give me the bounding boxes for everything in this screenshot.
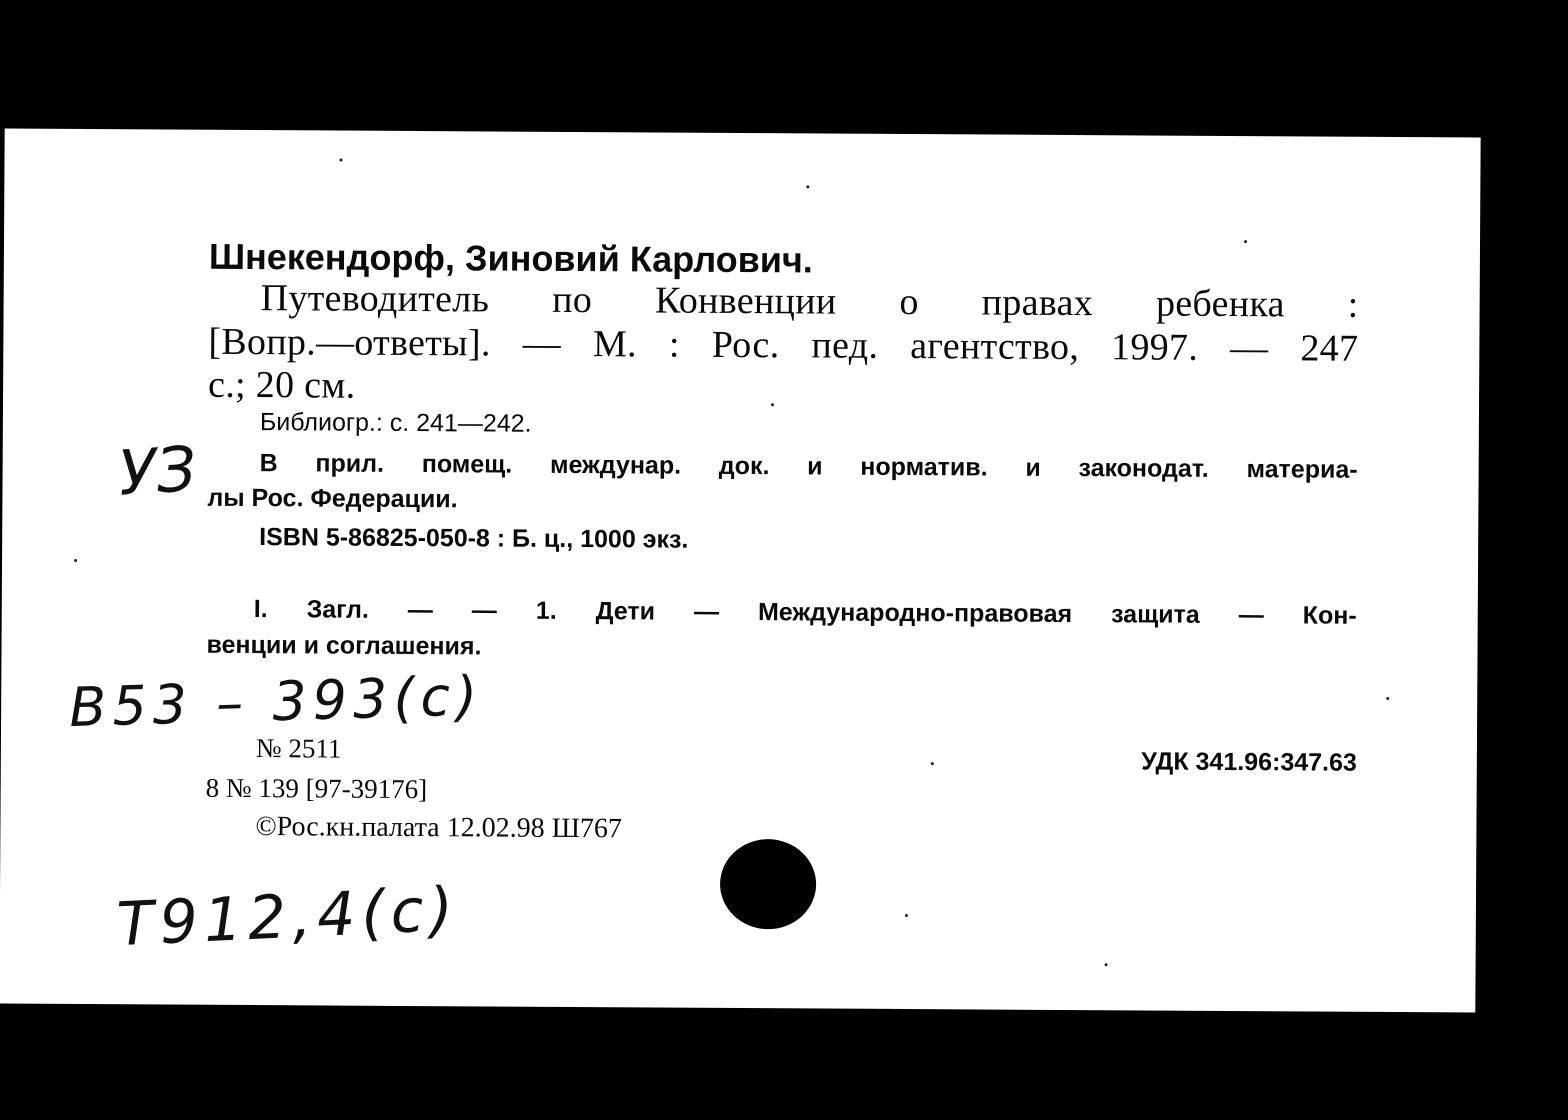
record-number: 8 № 139 [97-39176]: [205, 772, 428, 805]
speck: [74, 559, 77, 562]
punch-hole: [720, 839, 817, 930]
subject-word: —: [407, 595, 433, 625]
title-line-3: с.; 20 см.: [207, 363, 356, 407]
title-word: Рос.: [711, 323, 780, 367]
appendix-word: и: [807, 452, 823, 481]
subject-word: защита: [1111, 600, 1200, 629]
appendix-word: законодат.: [1078, 454, 1209, 483]
title-word: по: [552, 278, 593, 322]
author-heading: Шнекендорф, Зиновий Карлович.: [208, 235, 813, 281]
title-word: ребенка: [1155, 282, 1285, 326]
title-word: 247: [1300, 327, 1359, 370]
subjects-line-1: [254, 595, 1357, 631]
speck: [771, 403, 774, 406]
isbn-line: ISBN 5-86825-050-8 : Б. ц., 1000 экз.: [259, 523, 689, 554]
title-line-1: [261, 276, 1359, 327]
title-word: Конвенции: [654, 279, 837, 323]
speck: [806, 185, 809, 188]
subject-word: Международно-правовая: [757, 598, 1073, 629]
title-word: :: [668, 323, 680, 366]
handwritten-classification-mark: Т912,4(с): [115, 874, 461, 961]
subject-word: Кон-: [1302, 601, 1357, 630]
title-word: агентство,: [910, 325, 1080, 369]
speck: [1386, 697, 1389, 700]
udk-code: УДК 341.96:347.63: [1141, 747, 1357, 777]
subject-word: Дети: [595, 597, 656, 626]
appendix-word: помещ.: [421, 450, 513, 479]
copyright-line: ©Рос.кн.палата 12.02.98 Ш767: [255, 811, 622, 845]
title-word: —: [1229, 326, 1269, 370]
speck: [339, 159, 342, 162]
handwritten-shelf-mark: В53 – 393(с): [68, 664, 484, 740]
title-word: 1997.: [1110, 326, 1199, 369]
subject-word: —: [693, 597, 720, 626]
title-word: —: [522, 322, 562, 365]
title-word: Путеводитель: [260, 277, 490, 321]
title-word: [Вопр.—ответы].: [208, 320, 491, 365]
appendix-word: В: [259, 449, 278, 478]
catalog-card: [0, 129, 1481, 1013]
title-word: о: [899, 280, 919, 324]
subject-word: 1.: [535, 596, 557, 625]
appendix-word: междунар.: [549, 450, 682, 480]
speck: [931, 762, 934, 765]
appendix-word: и: [1025, 453, 1041, 482]
appendix-word: норматив.: [860, 452, 988, 482]
subject-word: Загл.: [306, 595, 369, 624]
title-word: правах: [981, 281, 1094, 325]
appendix-note-line-2: лы Рос. Федерации.: [207, 483, 458, 514]
speck: [905, 914, 908, 917]
title-word: :: [1347, 283, 1359, 326]
appendix-word: материа-: [1246, 455, 1358, 484]
appendix-note-line-1: [260, 449, 1358, 485]
subjects-line-2: венции и соглашения.: [206, 630, 482, 661]
title-line-2: [208, 320, 1358, 371]
appendix-word: прил.: [315, 449, 385, 478]
title-word: пед.: [811, 324, 879, 367]
speck: [1105, 963, 1108, 966]
subject-word: I.: [253, 595, 268, 624]
appendix-word: док.: [718, 451, 770, 481]
subject-word: —: [471, 596, 497, 625]
handwritten-mark-uz: УЗ: [116, 432, 199, 510]
subject-word: —: [1238, 601, 1264, 630]
speck: [1244, 240, 1247, 243]
title-word: М.: [592, 323, 638, 366]
card-number: № 2511: [255, 733, 342, 764]
bibliography-note: Библиогр.: с. 241—242.: [259, 408, 532, 438]
